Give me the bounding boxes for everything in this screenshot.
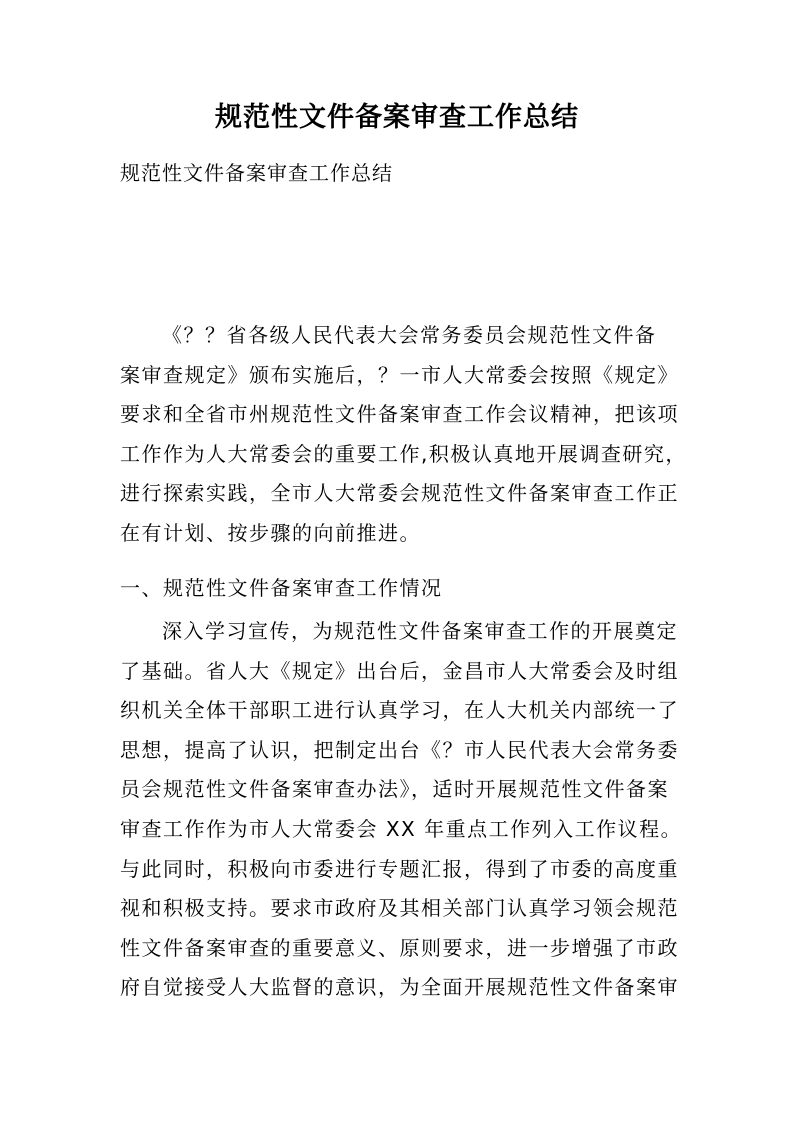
intro-paragraph bbox=[120, 316, 687, 554]
section-1-paragraph bbox=[120, 612, 683, 1008]
paragraph-line: 案审查规定》颁布实施后，？一市人大常委会按照《规定》 bbox=[120, 362, 679, 387]
paragraph-line: 进行探索实践，全市人大常委会规范性文件备案审查工作正 bbox=[120, 481, 679, 506]
paragraph-line: 深入学习宣传，为规范性文件备案审查工作的开展奠定 bbox=[162, 619, 678, 643]
paragraph-line: 与此同时，积极向市委进行专题汇报，得到了市委的高度重 bbox=[120, 856, 679, 881]
section-heading: 一、规范性文件备案审查工作情况 bbox=[120, 576, 443, 600]
paragraph-line: 《？？省各级人民代表大会常务委员会规范性文件备 bbox=[162, 323, 657, 347]
paragraph-line: 思想，提高了认识，把制定出台《？市人民代表大会常务委 bbox=[120, 737, 679, 762]
paragraph-line: 员会规范性文件备案审查办法》，适时开展规范性文件备案 bbox=[120, 777, 669, 802]
document-title: 规范性文件备案审查工作总结 bbox=[215, 102, 579, 133]
paragraph-line: 审查工作作为市人大常委会 XX 年重点工作列入工作议程。 bbox=[120, 816, 683, 841]
paragraph-line: 织机关全体干部职工进行认真学习，在人大机关内部统一了 bbox=[120, 698, 679, 723]
document-subtitle: 规范性文件备案审查工作总结 bbox=[120, 161, 393, 185]
paragraph-line: 工作作为人大常委会的重要工作,积极认真地开展调查研究， bbox=[120, 441, 687, 466]
paragraph-line: 在有计划、按步骤的向前推进。 bbox=[120, 520, 421, 545]
paragraph-line: 了基础。省人大《规定》出台后，金昌市人大常委会及时组 bbox=[120, 658, 679, 683]
paragraph-line: 性文件备案审查的重要意义、原则要求，进一步增强了市政 bbox=[120, 935, 679, 960]
paragraph-line: 要求和全省市州规范性文件备案审查工作会议精神，把该项 bbox=[120, 402, 679, 427]
paragraph-line: 视和积极支持。要求市政府及其相关部门认真学习领会规范 bbox=[120, 896, 679, 921]
paragraph-line: 府自觉接受人大监督的意识，为全面开展规范性文件备案审 bbox=[120, 975, 679, 1000]
